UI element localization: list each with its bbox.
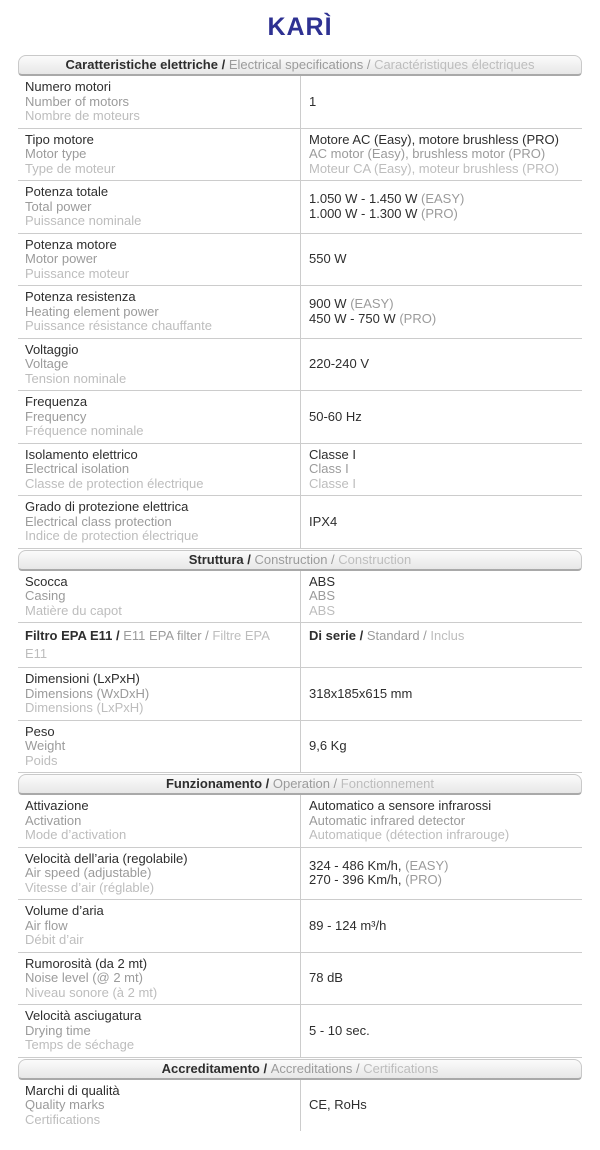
value-text: 270 - 396 Km/h, xyxy=(309,872,406,888)
label-it: Potenza resistenza xyxy=(25,289,136,304)
spec-row xyxy=(18,848,582,901)
spec-row xyxy=(18,181,582,234)
spec-row xyxy=(18,76,582,129)
value-cell xyxy=(300,391,582,443)
value-cell xyxy=(300,339,582,391)
label-it: Voltaggio xyxy=(25,341,79,357)
value-text: 1 xyxy=(309,93,317,109)
value-text: Automatique (détection infrarouge) xyxy=(309,827,510,842)
label-cell xyxy=(18,571,300,623)
label-en: Total power xyxy=(25,198,92,214)
section xyxy=(18,55,582,549)
value-cell xyxy=(300,181,582,233)
value-text: 1.050 W - 1.450 W xyxy=(309,191,421,207)
label-cell xyxy=(18,795,300,847)
label-fr: Indice de protection électrique xyxy=(25,528,199,543)
section-header-label-en: Electrical specifications / xyxy=(228,57,375,72)
spec-row xyxy=(18,129,582,182)
label-fr: Dimensions (LxPxH) xyxy=(25,700,144,715)
label-fr: Certifications xyxy=(25,1111,101,1127)
value-line xyxy=(309,859,578,874)
label-it: Potenza motore xyxy=(25,236,117,252)
label-cell xyxy=(18,668,300,720)
label-it: Numero motori xyxy=(25,79,111,94)
value-line xyxy=(309,515,578,530)
value-cell xyxy=(300,444,582,496)
label-it: Attivazione xyxy=(25,798,89,813)
section-header xyxy=(18,55,582,76)
spec-row xyxy=(18,496,582,549)
spec-row xyxy=(18,234,582,287)
label-cell xyxy=(18,339,300,391)
label-it: Volume d’aria xyxy=(25,903,104,918)
label-fr: Poids xyxy=(25,752,58,768)
value-line xyxy=(309,628,367,643)
label-en: Dimensions (WxDxH) xyxy=(25,685,150,701)
label-en: Casing xyxy=(25,588,66,603)
value-text: 9,6 Kg xyxy=(309,738,347,753)
section-header-label-it: Caratteristiche elettriche / xyxy=(65,57,229,72)
value-cell xyxy=(300,721,582,773)
section-header-label-fr: Fonctionnement xyxy=(340,776,435,791)
section-header xyxy=(18,550,582,571)
value-line xyxy=(309,873,578,888)
label-fr: Tension nominale xyxy=(25,370,127,386)
value-line xyxy=(309,828,578,843)
value-line xyxy=(309,575,578,590)
label-en: Drying time xyxy=(25,1022,91,1038)
label-it: Tipo motore xyxy=(25,131,94,147)
label-fr: Temps de séchage xyxy=(25,1037,135,1052)
value-note: (EASY) xyxy=(350,296,394,312)
value-cell xyxy=(300,953,582,1005)
value-text: 78 dB xyxy=(309,970,343,985)
value-note: (PRO) xyxy=(405,872,442,888)
label-fr: Type de moteur xyxy=(25,160,116,176)
value-text: ABS xyxy=(309,588,336,603)
value-line xyxy=(430,628,464,643)
label-cell xyxy=(18,444,300,496)
value-text: 318x185x615 mm xyxy=(309,685,413,701)
value-line xyxy=(309,1024,578,1039)
value-cell xyxy=(300,1080,582,1132)
spec-row xyxy=(18,391,582,444)
value-line xyxy=(309,739,578,754)
label-it: Filtro EPA E11 / xyxy=(25,628,124,643)
value-cell xyxy=(300,900,582,952)
section-header-label-en: Construction / xyxy=(254,551,339,567)
value-text: 1.000 W - 1.300 W xyxy=(309,205,421,221)
label-en: Air speed (adjustable) xyxy=(25,865,152,880)
section-header-label-en: Accreditations / xyxy=(270,1060,364,1076)
section-header-label-fr: Certifications xyxy=(363,1060,439,1076)
value-line xyxy=(309,604,578,619)
value-note: (PRO) xyxy=(399,310,437,326)
label-fr: Vitesse d’air (réglable) xyxy=(25,879,155,895)
label-fr: Fréquence nominale xyxy=(25,423,144,438)
label-it: Frequenza xyxy=(25,394,88,409)
value-text: 324 - 486 Km/h, xyxy=(309,857,406,873)
label-en: Frequency xyxy=(25,408,87,424)
label-cell xyxy=(18,76,300,128)
value-note: (EASY) xyxy=(421,191,465,207)
label-cell xyxy=(18,181,300,233)
value-text: 5 - 10 sec. xyxy=(309,1022,370,1038)
value-note: (EASY) xyxy=(405,857,449,873)
value-text: 900 W xyxy=(309,296,351,312)
label-fr: Niveau sonore (à 2 mt) xyxy=(25,984,158,1000)
value-text: ABS xyxy=(309,602,336,618)
value-line xyxy=(309,207,578,222)
value-text: 89 - 124 m³/h xyxy=(309,917,387,933)
value-text: AC motor (Easy), brushless motor (PRO) xyxy=(309,146,546,161)
spec-row xyxy=(18,623,582,668)
section-header xyxy=(18,1059,582,1080)
label-it: Scocca xyxy=(25,573,68,589)
value-cell xyxy=(300,848,582,900)
value-line xyxy=(309,252,578,267)
label-it: Velocità dell’aria (regolabile) xyxy=(25,850,188,866)
label-cell xyxy=(18,623,300,667)
value-text: Motore AC (Easy), motore brushless (PRO) xyxy=(309,131,559,147)
section-header-label-it: Struttura / xyxy=(188,551,255,567)
label-cell xyxy=(18,721,300,773)
label-en: Heating element power xyxy=(25,303,159,319)
section-header-label-it: Accreditamento / xyxy=(161,1060,271,1076)
value-text: Classe I xyxy=(309,475,356,491)
section xyxy=(18,550,582,774)
value-line xyxy=(309,312,578,327)
label-it: Grado di protezione elettrica xyxy=(25,499,189,514)
spec-row xyxy=(18,339,582,392)
spec-row xyxy=(18,668,582,721)
value-text: Class I xyxy=(309,461,349,476)
label-fr: Filtre EPA E11 xyxy=(25,628,270,661)
label-fr: Matière du capot xyxy=(25,602,122,618)
label-it: Rumorosità (da 2 mt) xyxy=(25,955,148,971)
section-header-label-fr: Caractéristiques électriques xyxy=(374,57,535,72)
label-cell xyxy=(18,1005,300,1057)
value-cell xyxy=(300,668,582,720)
label-en: Noise level (@ 2 mt) xyxy=(25,970,143,985)
label-en: Voltage xyxy=(25,356,69,371)
value-line xyxy=(309,410,578,425)
spec-row xyxy=(18,795,582,848)
label-en: Motor power xyxy=(25,251,98,266)
label-fr: Nombre de moteurs xyxy=(25,108,140,123)
value-text: Automatic infrared detector xyxy=(309,812,466,828)
value-text: Classe I xyxy=(309,446,356,462)
value-line xyxy=(309,971,578,986)
value-cell xyxy=(300,76,582,128)
label-cell xyxy=(18,286,300,338)
value-text: 220-240 V xyxy=(309,356,369,371)
label-en: Weight xyxy=(25,738,66,753)
value-line xyxy=(309,687,578,702)
value-cell xyxy=(300,795,582,847)
label-en: E11 EPA filter / xyxy=(123,628,213,643)
value-cell xyxy=(300,1005,582,1057)
value-line xyxy=(367,628,431,643)
label-en: Electrical class protection xyxy=(25,513,172,529)
section xyxy=(18,1059,582,1132)
value-line xyxy=(309,147,578,162)
value-line xyxy=(309,133,578,148)
label-cell xyxy=(18,848,300,900)
label-fr: Puissance nominale xyxy=(25,213,142,228)
label-it: Peso xyxy=(25,723,55,739)
value-line xyxy=(309,814,578,829)
section-header-label-fr: Construction xyxy=(338,551,412,567)
value-text: Di serie / xyxy=(309,628,367,643)
value-line xyxy=(309,589,578,604)
value-text: 50-60 Hz xyxy=(309,408,362,424)
spec-row xyxy=(18,286,582,339)
section-header-label-en: Operation / xyxy=(272,776,341,791)
value-line xyxy=(309,192,578,207)
section-header xyxy=(18,774,582,795)
spec-row xyxy=(18,1005,582,1058)
spec-table xyxy=(18,55,582,1131)
spec-row xyxy=(18,953,582,1006)
label-cell xyxy=(18,953,300,1005)
value-line xyxy=(309,919,578,934)
page-title: KARÌ xyxy=(267,13,333,41)
label-cell xyxy=(18,1080,300,1132)
value-cell xyxy=(300,286,582,338)
value-text: Moteur CA (Easy), moteur brushless (PRO) xyxy=(309,160,559,176)
label-cell xyxy=(18,234,300,286)
value-line xyxy=(309,477,578,492)
value-text: Automatico a sensore infrarossi xyxy=(309,798,492,813)
value-text: ABS xyxy=(309,573,336,589)
label-it: Isolamento elettrico xyxy=(25,446,138,462)
spec-row xyxy=(18,721,582,774)
value-text: 550 W xyxy=(309,251,347,266)
section-header-label-it: Funzionamento / xyxy=(165,776,273,791)
value-line xyxy=(309,95,578,110)
value-line xyxy=(309,462,578,477)
label-en: Motor type xyxy=(25,146,87,161)
spec-row xyxy=(18,900,582,953)
spec-row xyxy=(18,444,582,497)
value-text: Standard / xyxy=(366,628,431,643)
value-cell xyxy=(300,234,582,286)
label-en: Air flow xyxy=(25,917,68,933)
value-text: Inclus xyxy=(430,628,465,643)
value-line xyxy=(309,297,578,312)
label-cell xyxy=(18,900,300,952)
label-cell xyxy=(18,496,300,548)
value-cell xyxy=(300,496,582,548)
value-line xyxy=(309,448,578,463)
value-line xyxy=(309,1098,578,1113)
label-fr: Puissance résistance chauffante xyxy=(25,318,212,333)
label-it: Potenza totale xyxy=(25,184,109,199)
value-cell xyxy=(300,571,582,623)
value-text: IPX4 xyxy=(309,513,338,529)
label-en: Electrical isolation xyxy=(25,461,130,476)
value-line xyxy=(309,799,578,814)
label-en: Number of motors xyxy=(25,93,130,109)
value-cell xyxy=(300,623,582,667)
value-line xyxy=(309,162,578,177)
label-fr: Débit d’air xyxy=(25,932,84,947)
value-note: (PRO) xyxy=(421,205,458,221)
value-line xyxy=(309,357,578,372)
label-cell xyxy=(18,391,300,443)
label-en: Activation xyxy=(25,812,82,828)
value-text: CE, RoHs xyxy=(309,1097,367,1112)
label-cell xyxy=(18,129,300,181)
spec-row xyxy=(18,571,582,624)
label-fr: Mode d’activation xyxy=(25,827,127,842)
label-en: Quality marks xyxy=(25,1097,105,1112)
value-text: 450 W - 750 W xyxy=(309,310,400,326)
label-it: Marchi di qualità xyxy=(25,1082,120,1098)
label-it: Velocità asciugatura xyxy=(25,1008,142,1023)
spec-row xyxy=(18,1080,582,1132)
label-fr: Classe de protection électrique xyxy=(25,475,204,491)
label-fr: Puissance moteur xyxy=(25,265,130,281)
label-it: Dimensioni (LxPxH) xyxy=(25,671,140,686)
value-cell xyxy=(300,129,582,181)
section xyxy=(18,774,582,1058)
